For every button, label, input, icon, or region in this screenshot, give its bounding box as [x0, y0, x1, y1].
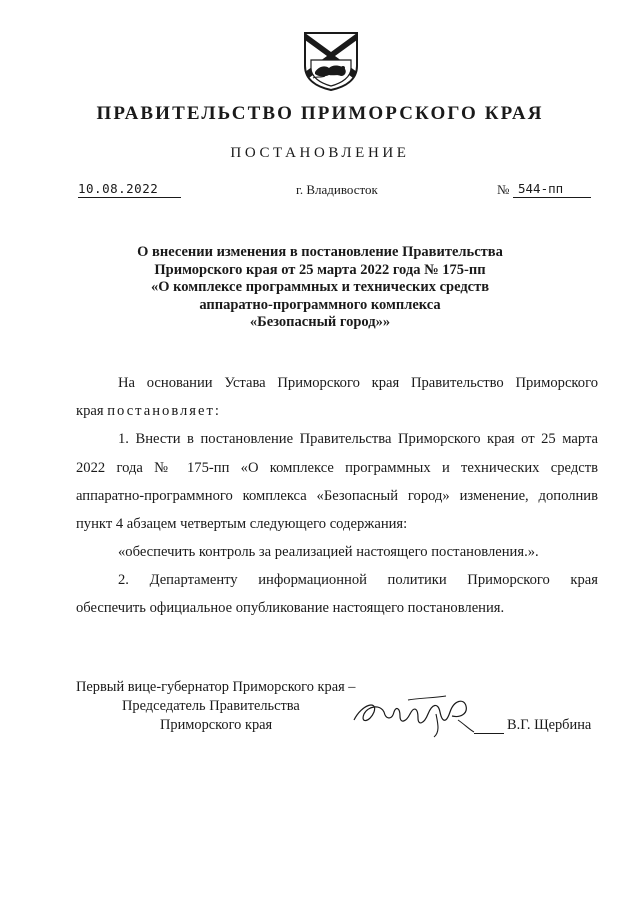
date-underline	[78, 197, 181, 198]
preamble-word: края	[76, 403, 108, 419]
heading-line: О внесении изменения в постановление Правительства	[137, 244, 503, 260]
document-date: 10.08.2022	[78, 181, 159, 196]
heading-line: аппаратно-программного комплекса	[199, 296, 441, 313]
document-heading	[0, 244, 640, 332]
item1-line: 1. Внести в постановление Правительства Приморского края от 25 марта	[118, 431, 598, 447]
signer-title-line: Председатель Правительства	[122, 698, 300, 714]
coat-of-arms-icon	[301, 30, 361, 92]
heading-line: «Безопасный город»»	[249, 314, 391, 331]
document-city: г. Владивосток	[296, 182, 378, 197]
signature-underline	[474, 733, 504, 734]
preamble-line	[76, 402, 221, 420]
number-underline	[513, 197, 591, 198]
government-title: ПРАВИТЕЛЬСТВО ПРИМОРСКОГО КРАЯ	[96, 103, 544, 124]
item1-line: пункт 4 абзацем четвертым следующего содержания:	[76, 516, 408, 532]
decree-word: постановляет:	[107, 403, 221, 419]
signer-title-line: Приморского края	[160, 717, 273, 733]
document-number: 544-пп	[518, 181, 564, 196]
item2-line: обеспечить официальное опубликование настоящего постановления.	[76, 600, 505, 616]
item2-line: 2. Департаменту информационной политики Приморского края	[118, 572, 598, 588]
heading-line: Приморского края от 25 марта 2022 года № 175-пп	[154, 261, 486, 278]
heading-line: «О комплексе программных и технических средств	[150, 279, 490, 296]
item1-line: аппаратно-программного комплекса «Безопасный город» изменение, дополнив	[76, 488, 598, 504]
quote-line: «обеспечить контроль за реализацией настоящего постановления.».	[118, 544, 539, 560]
number-sign: №	[497, 182, 510, 197]
preamble-line: На основании Устава Приморского края Правительство Приморского	[118, 375, 598, 391]
document-type: ПОСТАНОВЛЕНИЕ	[230, 145, 410, 161]
signer-name: В.Г. Щербина	[507, 717, 592, 733]
item1-line: 2022 года № 175-пп «О комплексе программных и технических средств	[76, 460, 598, 476]
signer-title-line: Первый вице-губернатор Приморского края –	[76, 679, 356, 695]
